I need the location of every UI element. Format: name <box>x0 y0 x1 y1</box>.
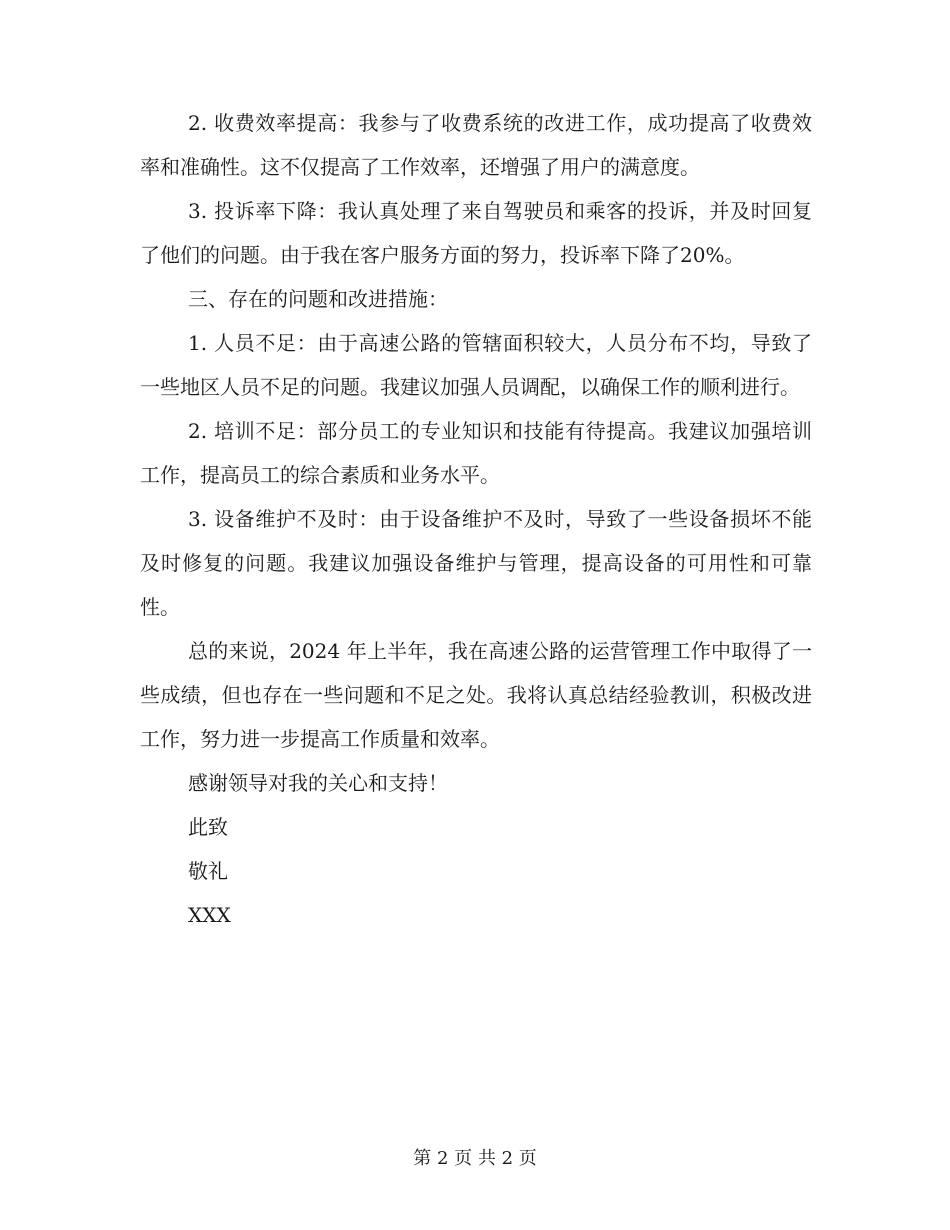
paragraph-equipment-maintenance: 3. 设备维护不及时：由于设备维护不及时，导致了一些设备损坏不能及时修复的问题。我建议加强设备维护与管理，提高设备的可用性和可靠性。 <box>140 507 812 619</box>
paragraph-training-shortage: 2. 培训不足：部分员工的专业知识和技能有待提高。我建议加强培训工作，提高员工的综合素质和业务水平。 <box>140 419 812 487</box>
closing-salutation-1: 此致 <box>188 815 228 839</box>
section-heading-problems: 三、存在的问题和改进措施： <box>188 287 448 311</box>
paragraph-summary: 总的来说，2024 年上半年，我在高速公路的运营管理工作中取得了一些成绩，但也存在一些问题和不足之处。我将认真总结经验教训，积极改进工作，努力进一步提高工作质量和效率。 <box>140 639 812 751</box>
closing-salutation-2: 敬礼 <box>188 859 228 883</box>
page-footer: 第 2 页 共 2 页 <box>413 1148 537 1169</box>
paragraph-staff-shortage: 1. 人员不足：由于高速公路的管辖面积较大，人员分布不均，导致了一些地区人员不足的问题。我建议加强人员调配，以确保工作的顺利进行。 <box>140 331 812 399</box>
paragraph-toll-efficiency: 2. 收费效率提高：我参与了收费系统的改进工作，成功提高了收费效率和准确性。这不仅提高了工作效率，还增强了用户的满意度。 <box>140 111 812 179</box>
paragraph-complaint-rate: 3. 投诉率下降：我认真处理了来自驾驶员和乘客的投诉，并及时回复了他们的问题。由于我在客户服务方面的努力，投诉率下降了20%。 <box>140 199 812 267</box>
document-body <box>140 101 812 937</box>
signature: XXX <box>188 903 231 927</box>
closing-thanks: 感谢领导对我的关心和支持！ <box>188 771 448 795</box>
